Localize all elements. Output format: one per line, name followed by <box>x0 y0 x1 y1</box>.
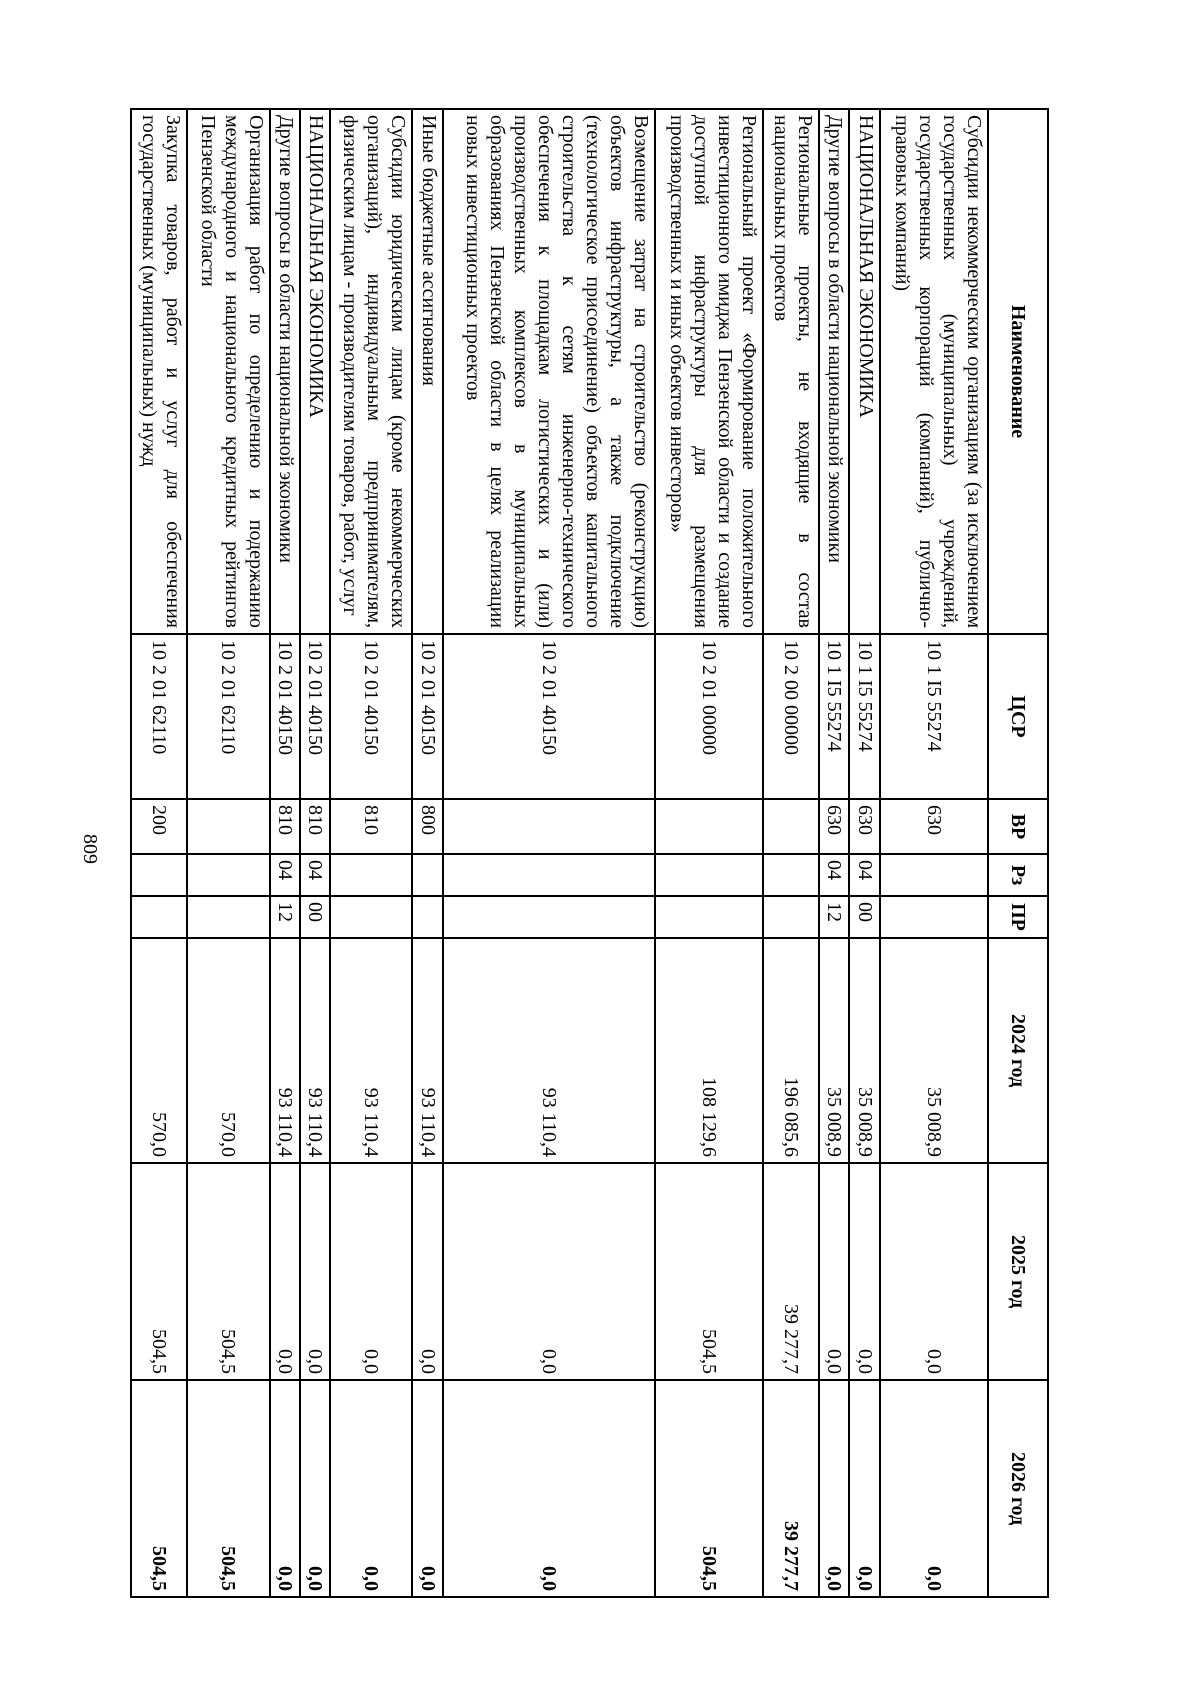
row-2024-value: 35 008,9 <box>850 938 880 1163</box>
header-row <box>988 109 1048 1597</box>
row-csr: 10 2 01 40150 <box>270 634 300 799</box>
row-name: Другие вопросы в области национальной экономики <box>819 109 849 634</box>
row-vr <box>443 799 655 854</box>
row-name: НАЦИОНАЛЬНАЯ ЭКОНОМИКА <box>300 109 330 634</box>
row-name: Другие вопросы в области национальной экономики <box>270 109 300 634</box>
row-2026-value: 0,0 <box>443 1380 655 1597</box>
row-vr: 200 <box>131 799 187 854</box>
row-csr: 10 1 I5 55274 <box>880 634 988 799</box>
header-2024: 2024 год <box>988 938 1048 1163</box>
row-2026-value: 504,5 <box>131 1380 187 1597</box>
row-pr <box>443 896 655 938</box>
rotated-table-area <box>130 108 1049 1596</box>
table-row <box>412 109 442 1597</box>
row-rz <box>412 854 442 896</box>
row-pr <box>131 896 187 938</box>
row-2025-value: 0,0 <box>819 1163 849 1380</box>
row-rz <box>443 854 655 896</box>
row-vr <box>763 799 819 854</box>
row-vr: 810 <box>330 799 412 854</box>
row-rz <box>330 854 412 896</box>
row-2024-value: 108 129,6 <box>655 938 763 1163</box>
table-row <box>300 109 330 1597</box>
row-2025-value: 0,0 <box>412 1163 442 1380</box>
table-row <box>763 109 819 1597</box>
row-rz: 04 <box>300 854 330 896</box>
header-rz: Рз <box>988 854 1048 896</box>
row-name: Субсидии некоммерческим организациям (за исключением государственных (муниципальных) учреждений, государственных корпораций (компаний), публично-правовых компаний) <box>880 109 988 634</box>
row-name: Региональные проекты, не входящие в состав национальных проектов <box>763 109 819 634</box>
row-vr <box>655 799 763 854</box>
row-csr: 10 2 01 00000 <box>655 634 763 799</box>
row-name: Субсидии юридическим лицам (кроме некоммерческих организаций), индивидуальным предпринимателям, физическим лицам - производителям товаров, работ, услуг <box>330 109 412 634</box>
row-2025-value: 0,0 <box>880 1163 988 1380</box>
row-rz <box>655 854 763 896</box>
row-rz <box>131 854 187 896</box>
header-pr: ПР <box>988 896 1048 938</box>
row-2024-value: 93 110,4 <box>330 938 412 1163</box>
row-vr: 810 <box>300 799 330 854</box>
row-name: Возмещение затрат на строительство (реконструкцию) объектов инфраструктуры, а также подключение (технологическое присоединение) объектов капитального строительства к сетям инженерно-технического обеспечения к площадкам логистических и (или) производственных комплексов в муниципальных образованиях Пензенской области в целях реализации новых инвестиционных проектов <box>443 109 655 634</box>
row-2024-value: 35 008,9 <box>819 938 849 1163</box>
row-pr <box>330 896 412 938</box>
row-rz: 04 <box>850 854 880 896</box>
row-2025-value: 504,5 <box>187 1163 269 1380</box>
row-csr: 10 2 01 62110 <box>187 634 269 799</box>
row-2026-value: 39 277,7 <box>763 1380 819 1597</box>
row-2026-value: 504,5 <box>655 1380 763 1597</box>
row-csr: 10 2 01 40150 <box>330 634 412 799</box>
row-pr: 00 <box>850 896 880 938</box>
row-csr: 10 1 I5 55274 <box>850 634 880 799</box>
row-name: Закупка товаров, работ и услуг для обеспечения государственных (муниципальных) нужд <box>131 109 187 634</box>
row-rz <box>187 854 269 896</box>
row-2024-value: 570,0 <box>131 938 187 1163</box>
row-2025-value: 39 277,7 <box>763 1163 819 1380</box>
row-pr <box>763 896 819 938</box>
row-2025-value: 504,5 <box>655 1163 763 1380</box>
header-vr: ВР <box>988 799 1048 854</box>
row-pr <box>655 896 763 938</box>
row-2026-value: 0,0 <box>880 1380 988 1597</box>
row-vr: 810 <box>270 799 300 854</box>
row-2024-value: 93 110,4 <box>443 938 655 1163</box>
row-pr <box>187 896 269 938</box>
table-row <box>880 109 988 1597</box>
row-rz <box>880 854 988 896</box>
row-csr: 10 1 I5 55274 <box>819 634 849 799</box>
row-name: Региональный проект «Формирование положительного инвестиционного имиджа Пензенской области и создание доступной инфраструктуры для размещения производственных и иных объектов инвесторов» <box>655 109 763 634</box>
row-2025-value: 0,0 <box>443 1163 655 1380</box>
header-2025: 2025 год <box>988 1163 1048 1380</box>
table-container <box>130 108 1049 1596</box>
row-2024-value: 196 085,6 <box>763 938 819 1163</box>
row-vr: 630 <box>880 799 988 854</box>
row-csr: 10 2 01 40150 <box>443 634 655 799</box>
row-2025-value: 504,5 <box>131 1163 187 1380</box>
table-row <box>443 109 655 1597</box>
table-row <box>330 109 412 1597</box>
row-2026-value: 504,5 <box>187 1380 269 1597</box>
row-name: Иные бюджетные ассигнования <box>412 109 442 634</box>
table-row <box>187 109 269 1597</box>
row-pr <box>412 896 442 938</box>
row-2025-value: 0,0 <box>330 1163 412 1380</box>
row-2024-value: 93 110,4 <box>412 938 442 1163</box>
row-csr: 10 2 01 62110 <box>131 634 187 799</box>
row-2024-value: 93 110,4 <box>270 938 300 1163</box>
budget-table <box>130 108 1049 1598</box>
row-vr: 630 <box>850 799 880 854</box>
row-csr: 10 2 00 00000 <box>763 634 819 799</box>
table-row <box>850 109 880 1597</box>
row-pr: 12 <box>819 896 849 938</box>
row-2025-value: 0,0 <box>850 1163 880 1380</box>
header-csr: ЦСР <box>988 634 1048 799</box>
row-2024-value: 35 008,9 <box>880 938 988 1163</box>
table-row <box>655 109 763 1597</box>
row-pr: 00 <box>300 896 330 938</box>
row-csr: 10 2 01 40150 <box>300 634 330 799</box>
row-2026-value: 0,0 <box>412 1380 442 1597</box>
row-rz: 04 <box>270 854 300 896</box>
row-vr: 630 <box>819 799 849 854</box>
row-2026-value: 0,0 <box>850 1380 880 1597</box>
row-2026-value: 0,0 <box>270 1380 300 1597</box>
row-rz: 04 <box>819 854 849 896</box>
row-2025-value: 0,0 <box>270 1163 300 1380</box>
row-rz <box>763 854 819 896</box>
row-2026-value: 0,0 <box>300 1380 330 1597</box>
page-number: 809 <box>79 834 101 864</box>
table-row <box>819 109 849 1597</box>
row-name: НАЦИОНАЛЬНАЯ ЭКОНОМИКА <box>850 109 880 634</box>
row-2026-value: 0,0 <box>330 1380 412 1597</box>
row-pr <box>880 896 988 938</box>
row-2024-value: 93 110,4 <box>300 938 330 1163</box>
row-vr: 800 <box>412 799 442 854</box>
row-2026-value: 0,0 <box>819 1380 849 1597</box>
table-row <box>131 109 187 1597</box>
row-2025-value: 0,0 <box>300 1163 330 1380</box>
header-2026: 2026 год <box>988 1380 1048 1597</box>
row-vr <box>187 799 269 854</box>
table-row <box>270 109 300 1597</box>
row-2024-value: 570,0 <box>187 938 269 1163</box>
row-pr: 12 <box>270 896 300 938</box>
header-name: Наименование <box>988 109 1048 634</box>
row-csr: 10 2 01 40150 <box>412 634 442 799</box>
row-name: Организация работ по определению и подержанию международного и национального кредитных рейтингов Пензенской области <box>187 109 269 634</box>
